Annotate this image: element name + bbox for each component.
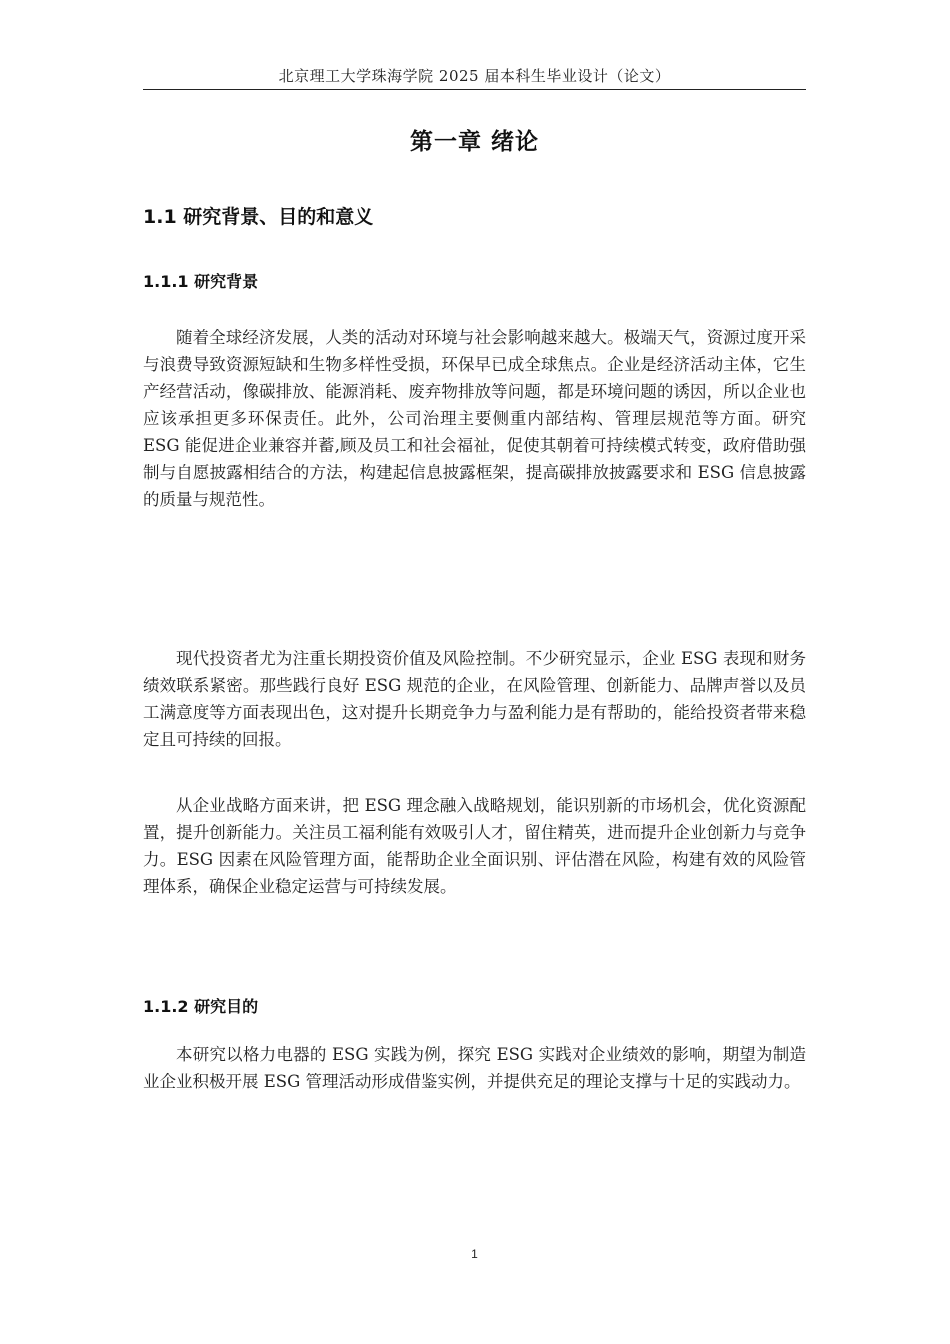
paragraph-background-3: 从企业战略方面来讲，把 ESG 理念融入战略规划，能识别新的市场机会，优化资源配置，提升创新能力。关注员工福利能有效吸引人才，留住精英，进而提升企业创新力与竞争力。ESG 因素在风险管理方面，能帮助企业全面识别、评估潜在风险，构建有效的风险管理体系，确保企业稳定运营与可持续发展。 <box>143 796 806 896</box>
section-heading-1-1-2: 1.1.2 研究目的 <box>143 997 259 1016</box>
chapter-title: 第一章 绪论 <box>409 129 539 155</box>
running-header: 北京理工大学珠海学院 2025 届本科生毕业设计（论文） <box>278 67 671 85</box>
header-rule <box>143 89 806 90</box>
paragraph-background-1: 随着全球经济发展，人类的活动对环境与社会影响越来越大。极端天气，资源过度开采与浪费导致资源短缺和生物多样性受损，环保早已成全球焦点。企业是经济活动主体，它生产经营活动，像碳排放、能源消耗、废弃物排放等问题，都是环境问题的诱因，所以企业也应该承担更多环保责任。此外，公司治理主要侧重内部结构、管理层规范等方面。研究 ESG 能促进企业兼容并蓄,顾及员工和社会福祉，促使其朝着可持续模式转变，政府借助强制与自愿披露相结合的方法，构建起信息披露框架，提高碳排放披露要求和 ESG 信息披露的质量与规范性。 <box>143 328 806 509</box>
paragraph-background-2: 现代投资者尤为注重长期投资价值及风险控制。不少研究显示，企业 ESG 表现和财务绩效联系紧密。那些践行良好 ESG 规范的企业，在风险管理、创新能力、品牌声誉以及员工满意度等方面表现出色，这对提升长期竞争力与盈利能力是有帮助的，能给投资者带来稳定且可持续的回报。 <box>143 649 806 749</box>
paragraph-purpose-1: 本研究以格力电器的 ESG 实践为例，探究 ESG 实践对企业绩效的影响，期望为制造业企业积极开展 ESG 管理活动形成借鉴实例，并提供充足的理论支撑与十足的实践动力。 <box>143 1045 806 1091</box>
page-number: 1 <box>471 1247 478 1261</box>
section-heading-1-1-1: 1.1.1 研究背景 <box>143 272 259 291</box>
section-heading-1-1: 1.1 研究背景、目的和意义 <box>143 206 374 228</box>
